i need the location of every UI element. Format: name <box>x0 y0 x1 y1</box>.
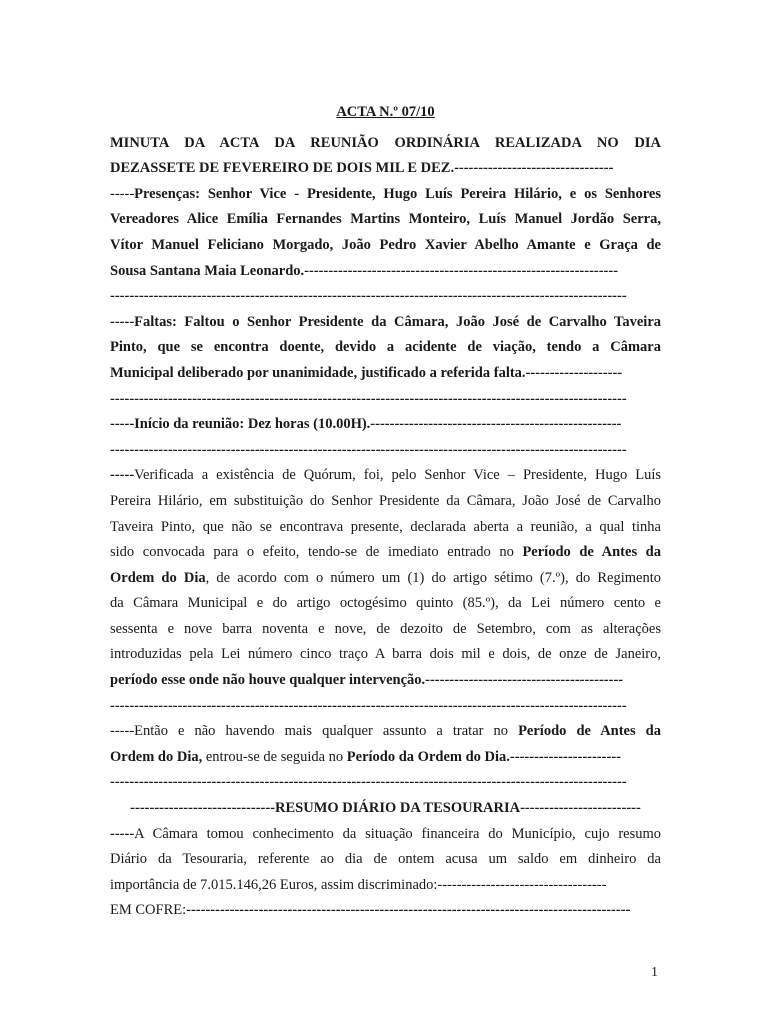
document-title: ACTA N.º 07/10 <box>336 104 435 120</box>
page-number: 1 <box>651 965 658 980</box>
faltas-line-3: Municipal deliberado por unanimidade, justificado a referida falta.-------------------- <box>110 364 623 381</box>
faltas-line-2: Pinto, que se encontra doente, devido a acidente de viação, tendo a Câmara <box>110 339 661 356</box>
separator-line: ----------------------------------------------------------------------------------------------------------- <box>110 697 627 714</box>
faltas-line-1: -----Faltas: Faltou o Senhor Presidente da Câmara, João José de Carvalho Taveira <box>110 313 661 330</box>
presencas-label: Presenças <box>134 185 196 202</box>
verificada-line-1: -----Verificada a existência de Quórum, foi, pelo Senhor Vice – Presidente, Hugo Luís <box>110 467 661 484</box>
verificada-line-8: introduzidas pela Lei número cinco traço A barra dois mil e dois, de onze de Janeiro, <box>110 646 661 663</box>
separator-line: ----------------------------------------------------------------------------------------------------------- <box>110 441 627 458</box>
verificada-section <box>110 463 661 719</box>
resumo-line-4: EM COFRE:-------------------------------------------------------------------------------------------- <box>110 902 631 919</box>
heading-line-1: MINUTA DA ACTA DA REUNIÃO ORDINÁRIA REALIZADA NO DIA <box>110 134 661 151</box>
verificada-line-7: sessenta e nove barra noventa e nove, de dezoito de Setembro, com as alterações <box>110 620 661 637</box>
verificada-line-6: da Câmara Municipal e do artigo octogésimo quinto (85.º), da Lei número cento e <box>110 595 661 612</box>
verificada-line-5: Ordem do Dia, de acordo com o número um (1) do artigo sétimo (7.º), do Regimento <box>110 569 661 586</box>
resumo-line-1: -----A Câmara tomou conhecimento da situação financeira do Município, cujo resumo <box>110 825 661 842</box>
separator-line: ----------------------------------------------------------------------------------------------------------- <box>110 390 627 407</box>
presencas-line-3: Vítor Manuel Feliciano Morgado, João Pedro Xavier Abelho Amante e Graça de <box>110 236 661 253</box>
resumo-line-2: Diário da Tesouraria, referente ao dia de ontem acusa um saldo em dinheiro da <box>110 851 661 868</box>
heading-block <box>110 131 661 182</box>
heading-line-2: DEZASSETE DE FEVEREIRO DE DOIS MIL E DEZ.--------------------------------- <box>110 160 614 177</box>
presencas-line-2: Vereadores Alice Emília Fernandes Martins Monteiro, Luís Manuel Jordão Serra, <box>110 211 661 228</box>
inicio-section <box>110 412 661 463</box>
presencas-line-1: -----Presenças: Senhor Vice - Presidente, Hugo Luís Pereira Hilário, e os Senhores <box>110 185 661 202</box>
entao-line-1: -----Então e não havendo mais qualquer assunto a tratar no Período de Antes da <box>110 723 661 740</box>
resumo-section <box>110 796 661 924</box>
resumo-line-3: importância de 7.015.146,26 Euros, assim discriminado:----------------------------------- <box>110 876 607 893</box>
entao-section <box>110 719 661 796</box>
verificada-line-3: Taveira Pinto, que não se encontrava presente, declarada aberta a reunião, a qual tinha <box>110 518 661 535</box>
verificada-line-9: período esse onde não houve qualquer intervenção.----------------------------------------- <box>110 672 624 689</box>
inicio-line-1: -----Início da reunião: Dez horas (10.00H).---------------------------------------------------- <box>110 416 622 433</box>
separator-line: ----------------------------------------------------------------------------------------------------------- <box>110 774 627 791</box>
verificada-line-4: sido convocada para o efeito, tendo-se de imediato entrado no Período de Antes da <box>110 544 661 561</box>
document-page <box>110 100 661 924</box>
separator-line: ----------------------------------------------------------------------------------------------------------- <box>110 288 627 305</box>
resumo-heading: ------------------------------RESUMO DIÁRIO DA TESOURARIA------------------------- <box>130 800 641 817</box>
presencas-section <box>110 182 661 310</box>
faltas-section <box>110 310 661 412</box>
entao-line-2: Ordem do Dia, entrou-se de seguida no Período da Ordem do Dia.----------------------- <box>110 748 621 765</box>
verificada-line-2: Pereira Hilário, em substituição do Senhor Presidente da Câmara, João José de Carvalho <box>110 492 661 509</box>
presencas-line-4: Sousa Santana Maia Leonardo.----------------------------------------------------------------- <box>110 262 619 279</box>
